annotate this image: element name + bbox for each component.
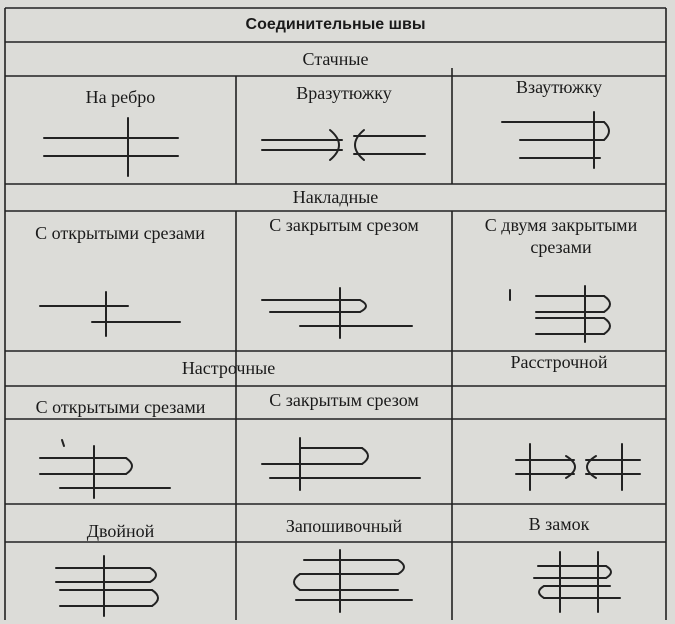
seam-label-lap-double-closed: С двумя закрытыми срезами — [484, 215, 638, 257]
seam-lap-closed-diagram — [262, 288, 412, 338]
group-header-nastrochnye: Настрочные — [181, 358, 276, 378]
seam-label-topstitch-open: С открытыми срезами — [35, 397, 206, 417]
table-title: Соединительные швы — [245, 16, 426, 33]
seam-label-edge: На ребро — [85, 87, 156, 107]
seam-lap-open-diagram — [40, 292, 180, 336]
seam-pressed-open-diagram — [262, 130, 425, 160]
seam-lap-double-closed-diagram — [510, 286, 610, 342]
seam-lock-diagram — [534, 552, 620, 612]
seam-double-diagram — [56, 556, 158, 616]
seam-topstitch-open-diagram — [40, 440, 170, 498]
seam-felled-diagram — [294, 550, 412, 612]
seam-label-topstitch-closed: С закрытым срезом — [269, 390, 419, 410]
seam-label-double: Двойной — [86, 521, 155, 541]
seam-label-open-topstitch: Расстрочной — [510, 352, 608, 372]
seam-label-pressed-open: Вразутюжку — [296, 83, 392, 103]
seam-label-lap-closed: С закрытым срезом — [269, 215, 419, 235]
seam-topstitch-closed-diagram — [262, 438, 420, 490]
seam-label-felled: Запошивочный — [285, 516, 403, 536]
seam-pressed-to-side-diagram — [502, 112, 609, 168]
seam-label-lap-open: С открытыми срезами — [35, 223, 205, 243]
group-header-stachnye: Стачные — [302, 49, 369, 69]
seam-open-topstitch-diagram — [516, 444, 640, 490]
seam-edge-diagram — [44, 118, 178, 176]
seam-label-pressed-to-side: Взаутюжку — [516, 77, 602, 97]
group-header-nakladnye: Накладные — [292, 187, 379, 207]
seam-label-lock: В замок — [528, 514, 590, 534]
